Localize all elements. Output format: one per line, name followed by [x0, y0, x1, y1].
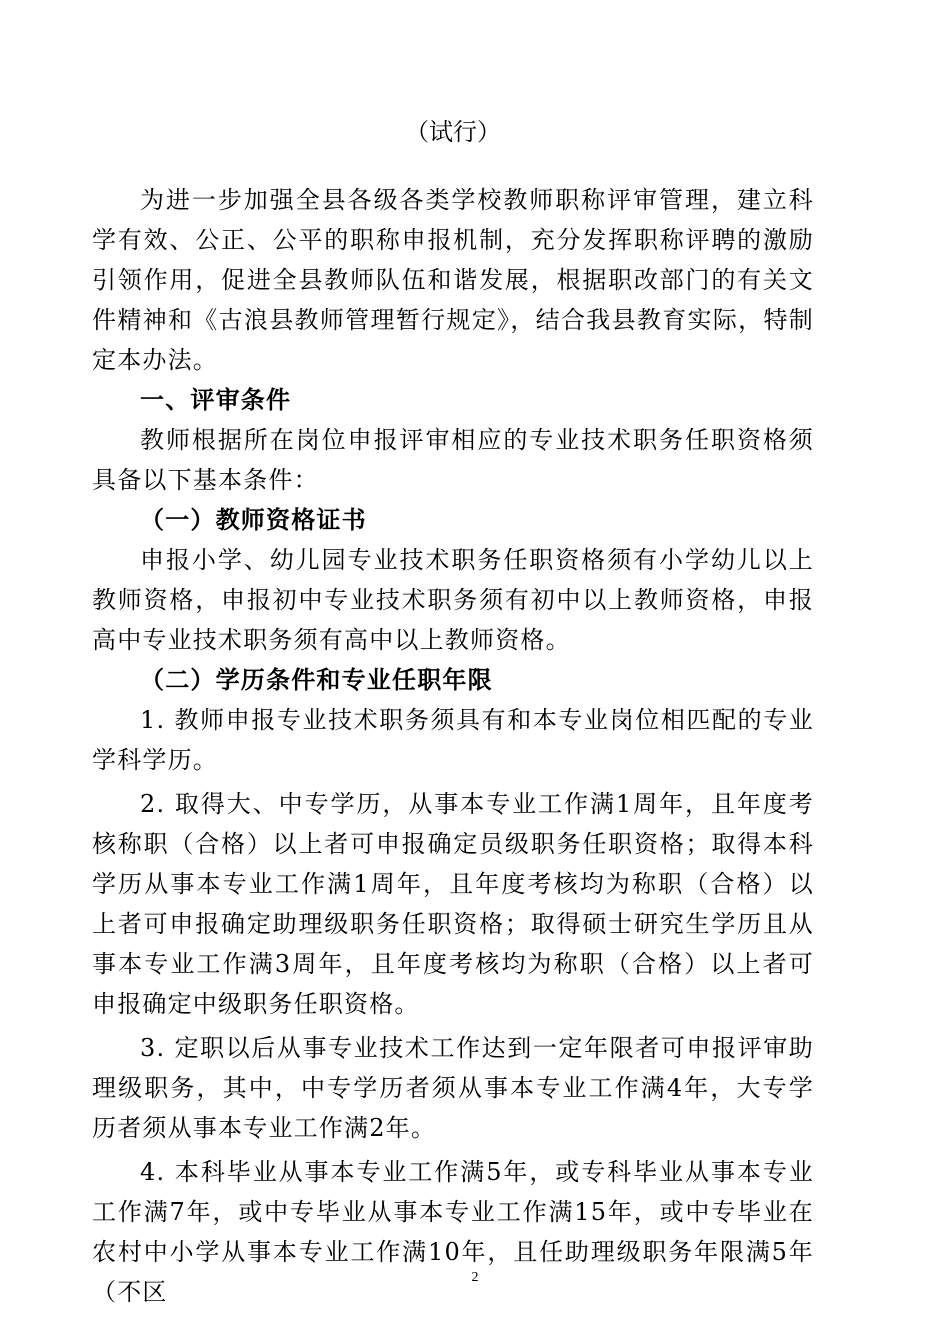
- list-item-4: 4. 本科毕业从事本专业工作满5年，或专科毕业从事本专业工作满7年，或中专毕业从事本专业工作满15年，或中专毕业在农村中小学从事本专业工作满10年，且任助理级职务年限满5年（不区: [92, 1158, 814, 1306]
- certificate-paragraph: 申报小学、幼儿园专业技术职务任职资格须有小学幼儿以上教师资格，申报初中专业技术职务须有初中以上教师资格，申报高中专业技术职务须有高中以上教师资格。: [92, 546, 814, 654]
- document-page: [92, 112, 814, 1312]
- document-subtitle: （试行）: [405, 118, 501, 146]
- section-intro-paragraph: 教师根据所在岗位申报评审相应的专业技术职务任职资格须具备以下基本条件：: [92, 426, 814, 494]
- page-number: 2: [471, 1270, 479, 1285]
- list-item-1: 1. 教师申报专业技术职务须具有和本专业岗位相匹配的专业学科学历。: [92, 706, 814, 774]
- list-item-2: 2. 取得大、中专学历，从事本专业工作满1周年，且年度考核称职（合格）以上者可申报确定员级职务任职资格；取得本科学历从事本专业工作满1周年，且年度考核均为称职（合格）以上者可申报确定助理级职务任职资格；取得硕士研究生学历且从事本专业工作满3周年，且年度考核均为称职（合格）以上者可申报确定中级职务任职资格。: [92, 790, 814, 1018]
- subsection-heading-education-years: （二）学历条件和专业任职年限: [140, 665, 493, 694]
- subsection-heading-teacher-certificate: （一）教师资格证书: [140, 505, 367, 534]
- intro-paragraph: 为进一步加强全县各级各类学校教师职称评审管理，建立科学有效、公正、公平的职称申报机制，充分发挥职称评聘的激励引领作用，促进全县教师队伍和谐发展，根据职改部门的有关文件精神和《古浪县教师管理暂行规定》，结合我县教育实际，特制定本办法。: [92, 186, 814, 374]
- list-item-3: 3. 定职以后从事专业技术工作达到一定年限者可申报评审助理级职务，其中，中专学历者须从事本专业工作满4年，大专学历者须从事本专业工作满2年。: [92, 1034, 814, 1142]
- section-heading-review-conditions: 一、评审条件: [140, 385, 292, 414]
